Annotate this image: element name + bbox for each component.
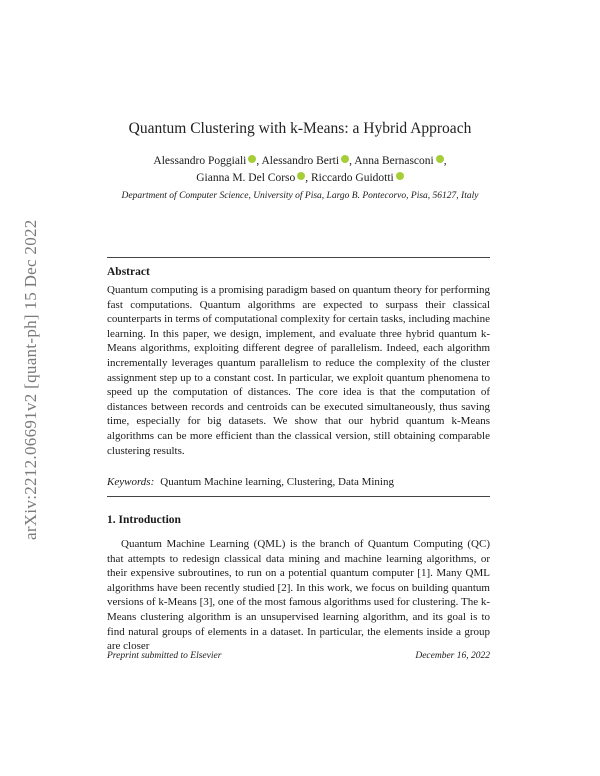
footer-preprint: Preprint submitted to Elsevier: [107, 651, 222, 661]
abstract-heading: Abstract: [107, 266, 150, 278]
orcid-icon[interactable]: [248, 155, 256, 163]
affiliation: Department of Computer Science, University of Pisa, Largo B. Pontecorvo, Pisa, 56127, Italy: [121, 191, 479, 201]
author-name: Alessandro Poggiali: [153, 155, 247, 167]
author-name: Gianna M. Del Corso: [196, 172, 296, 184]
author-list: Alessandro Poggiali , Alessandro Berti , Anna Bernasconi , Gianna M. Del Corso , Riccardo Guidotti: [153, 155, 447, 184]
abstract-text: Quantum computing is a promising paradigm based on quantum theory for performing fast computations. Quantum algorithms are expected to surpass their classical counterparts in terms of computational complexity for certain tasks, including machine learning. In this paper, we design, implement, and evaluate three hybrid quantum k-Means algorithms, exploiting different degree of parallelism. Indeed, each algorithm incrementally leverages quantum parallelism to reduce the complexity of the cluster assignment step up to a constant cost. In particular, we exploit quantum phenomena to speed up the computation of distances. The core idea is that the computation of distances between records and centroids can be executed simultaneously, thus saving time, especially for big datasets. We show that our hybrid quantum k-Means algorithms can be more efficient than the classical version, still obtaining comparable clustering results.: [107, 284, 490, 457]
orcid-icon[interactable]: [297, 172, 305, 180]
keywords: [107, 476, 394, 488]
arxiv-identifier: arXiv:2212.06691v2 [quant-ph] 15 Dec 2022: [21, 219, 40, 541]
section-heading: 1. Introduction: [107, 514, 181, 526]
author-name: Riccardo Guidotti: [311, 172, 394, 184]
author-name: Alessandro Berti: [261, 155, 340, 167]
paper-title: Quantum Clustering with k-Means: a Hybrid Approach: [128, 120, 472, 137]
divider: [107, 496, 490, 497]
orcid-icon[interactable]: [396, 172, 404, 180]
keywords-value: Quantum Machine learning, Clustering, Data Mining: [160, 476, 394, 488]
orcid-icon[interactable]: [436, 155, 444, 163]
divider: [107, 257, 490, 258]
orcid-icon[interactable]: [341, 155, 349, 163]
footer-date: December 16, 2022: [415, 651, 490, 661]
introduction-text: Quantum Machine Learning (QML) is the branch of Quantum Computing (QC) that attempts to redesign classical data mining and machine learning algorithms, or their expensive subroutines, to run on a potential quantum computer [1]. Many QML algorithms have been recently studied [2]. In this work, we focus on building quantum versions of k-Means [3], one of the most famous algorithms used for clustering. The k-Means clustering algorithm is an unsupervised learning algorithm, and its goal is to find natural groups of elements in a dataset. In particular, the elements inside a group are closer: [107, 538, 490, 653]
author-name: Anna Bernasconi: [354, 155, 434, 167]
keywords-label: Keywords:: [107, 476, 155, 488]
